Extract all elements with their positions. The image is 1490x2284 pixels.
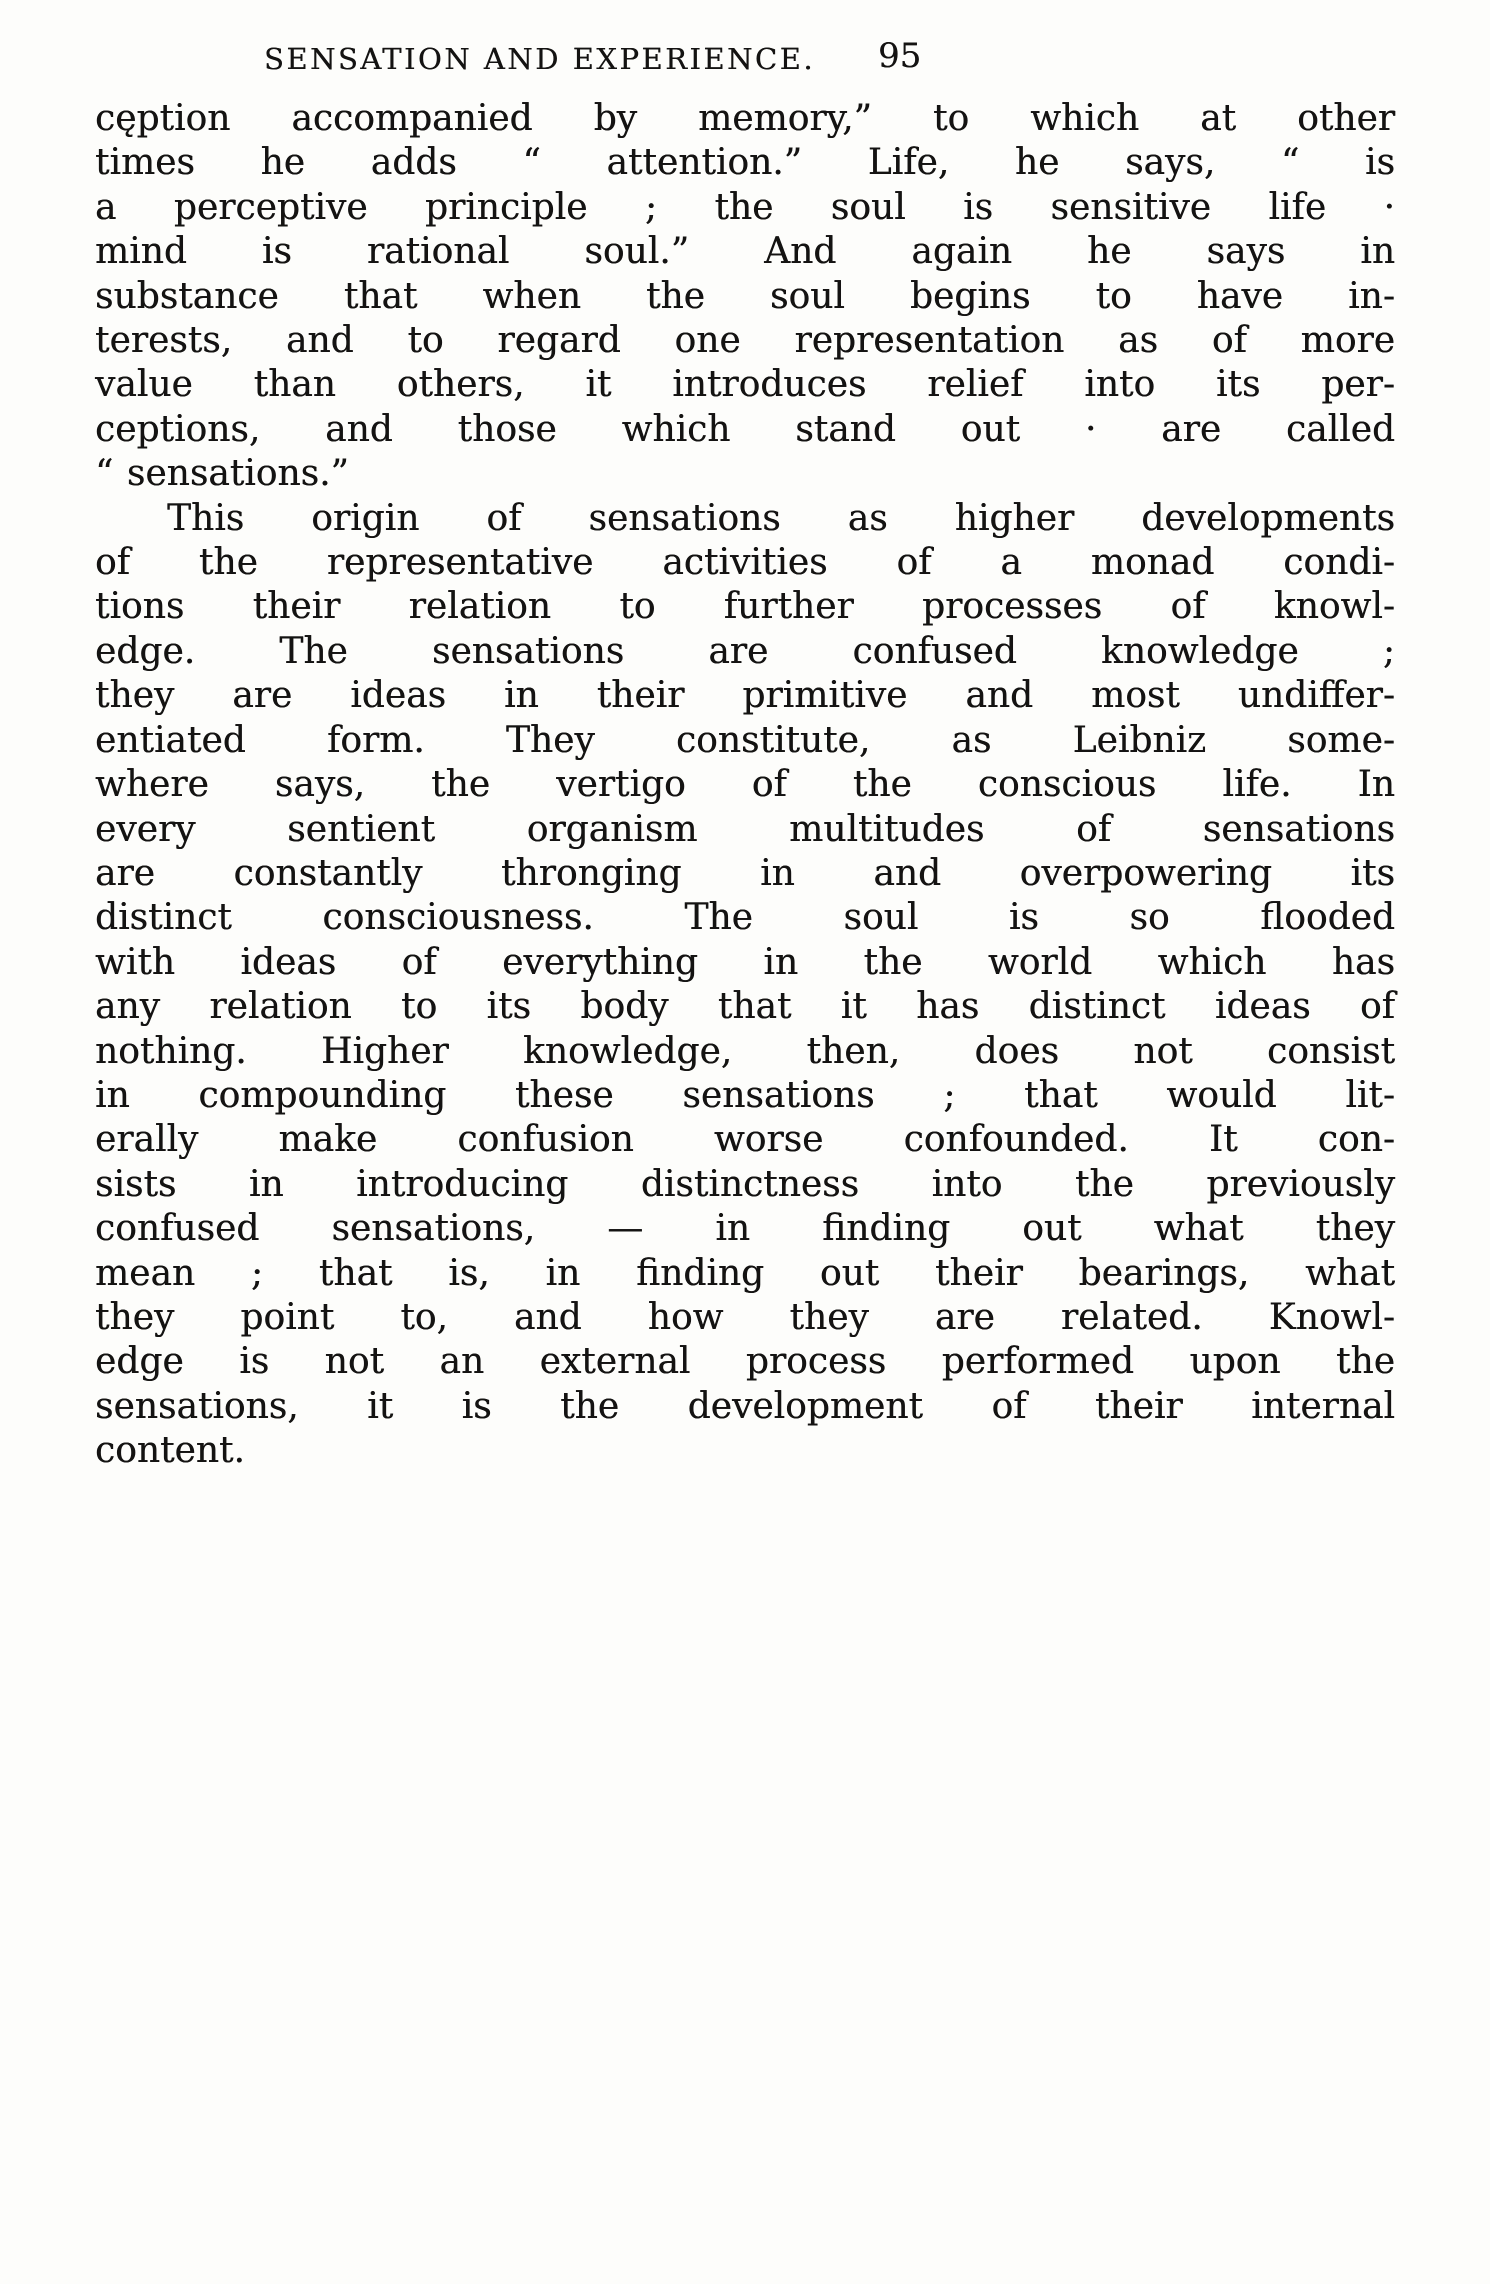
- page-header: [0, 36, 1490, 84]
- text-line: edge is not an external process performed upon the: [95, 1341, 1395, 1383]
- paragraph: [95, 497, 1395, 1474]
- text-line: terests, and to regard one representation as of more: [95, 320, 1395, 362]
- text-line: times he adds “ attention.” Life, he says, “ is: [95, 142, 1395, 184]
- text-line: where says, the vertigo of the conscious life. In: [95, 764, 1395, 806]
- text-line: they point to, and how they are related. Knowl-: [95, 1296, 1395, 1338]
- paragraph: [95, 97, 1395, 497]
- text-line: of the representative activities of a monad condi-: [95, 542, 1395, 584]
- text-line: “ sensations.”: [95, 453, 349, 495]
- text-line: content.: [95, 1430, 245, 1472]
- text-line: are constantly thronging in and overpowering its: [95, 852, 1395, 894]
- running-title: SENSATION AND EXPERIENCE.: [264, 42, 815, 76]
- text-line: a perceptive principle ; the soul is sensitive life ·: [95, 186, 1395, 228]
- text-line: distinct consciousness. The soul is so flooded: [95, 897, 1395, 939]
- page-number: 95: [878, 36, 922, 76]
- text-line: confused sensations, — in finding out what they: [95, 1208, 1395, 1250]
- text-line: substance that when the soul begins to have in-: [95, 275, 1395, 317]
- text-line: in compounding these sensations ; that would lit-: [95, 1074, 1395, 1116]
- text-line: sensations, it is the development of their internal: [95, 1385, 1395, 1427]
- text-line: entiated form. They constitute, as Leibniz some-: [95, 719, 1395, 761]
- text-line: erally make confusion worse confounded. It con-: [95, 1119, 1395, 1161]
- text-line: value than others, it introduces relief into its per-: [95, 364, 1395, 406]
- text-line: sists in introducing distinctness into the previously: [95, 1163, 1395, 1205]
- text-line: cęption accompanied by memory,” to which at other: [95, 98, 1395, 139]
- text-line: any relation to its body that it has distinct ideas of: [95, 986, 1395, 1028]
- text-line: edge. The sensations are confused knowledge ;: [95, 630, 1395, 672]
- text-line: they are ideas in their primitive and most undiffer-: [95, 675, 1395, 717]
- text-block: [95, 97, 1395, 1474]
- text-line: nothing. Higher knowledge, then, does not consist: [95, 1030, 1395, 1072]
- text-line: mean ; that is, in finding out their bearings, what: [95, 1252, 1395, 1294]
- text-line: mind is rational soul.” And again he says in: [95, 231, 1395, 273]
- text-line: ceptions, and those which stand out · are called: [95, 408, 1395, 450]
- text-line: This origin of sensations as higher developments: [167, 497, 1395, 539]
- text-line: tions their relation to further processes of knowl-: [95, 586, 1395, 628]
- text-line: with ideas of everything in the world which has: [95, 941, 1395, 983]
- text-line: every sentient organism multitudes of sensations: [95, 808, 1395, 850]
